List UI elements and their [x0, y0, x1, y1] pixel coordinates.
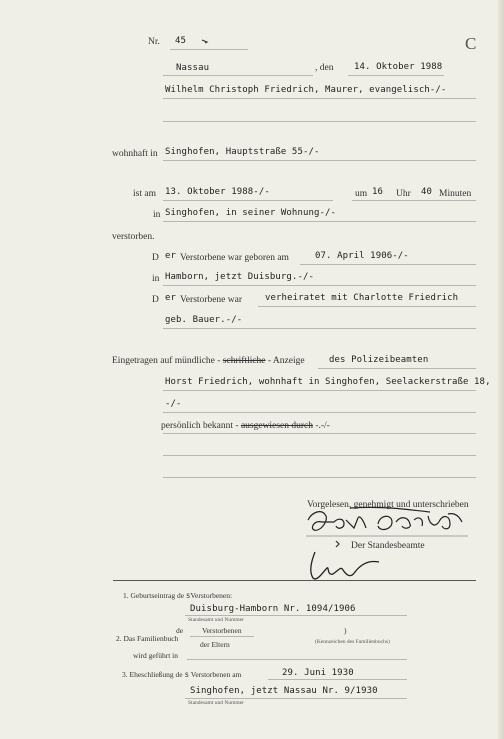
typed-mark-icon [201, 39, 209, 44]
approved-label: Vorgelesen, genehmigt und unterschrieben [307, 500, 469, 510]
residence-value: Singhofen, Hauptstraße 55-/- [165, 147, 320, 157]
death-date: 13. Oktober 1988-/- [165, 187, 270, 197]
deceased-name: Wilhelm Christoph Friedrich, Maurer, evangelisch-/- [165, 85, 447, 95]
footer-item-2-verstorbenen: Verstorbenen [202, 626, 242, 635]
informant-line-1: des Polizeibeamten [329, 355, 429, 365]
footer-item-1-value: Duisburg-Hamborn Nr. 1094/1906 [190, 604, 356, 614]
registrar-label: Der Standesbeamte [351, 541, 425, 551]
death-hour: 16 [372, 187, 384, 197]
minuten-label: Minuten [439, 189, 472, 199]
death-in-label: in [153, 210, 161, 220]
known-label: persönlich bekannt - ausgewiesen durch -.-/- [161, 421, 330, 431]
footer-item-2-caption: (Kennzeichen des Familienbuchs) [315, 639, 390, 645]
footer-item-2-label: 2. Das Familienbuch [116, 634, 179, 643]
date-field: 14. Oktober 1988 [354, 62, 443, 72]
page-edge [498, 0, 504, 739]
death-minute: 40 [421, 187, 433, 197]
birth-place: Hamborn, jetzt Duisburg.-/- [165, 272, 314, 282]
birth-er: er [165, 251, 177, 261]
registration-label: Eingetragen auf mündliche - schriftliche - Anzeige [112, 356, 305, 366]
place-field: Nassau [176, 63, 210, 73]
informant-line-2: Horst Friedrich, wohnhaft in Singhofen, Seelackerstraße 18, [165, 377, 491, 387]
um-label: um [355, 189, 368, 199]
marriage-value: verheiratet mit Charlotte Friedrich [265, 293, 459, 303]
footer-item-2-paren: ) [344, 626, 347, 635]
footer-item-2-de: de [176, 626, 184, 635]
marriage-d: D [152, 295, 159, 305]
informant-signature [300, 498, 480, 540]
birth-d: D [152, 253, 159, 263]
marriage-cont: geb. Bauer.-/- [165, 315, 243, 325]
marriage-er: er [165, 293, 177, 303]
birth-in-label: in [152, 274, 160, 284]
footer-item-3-date: 29. Juni 1930 [282, 668, 354, 678]
verstorben-label: verstorben. [112, 232, 155, 242]
marriage-label: Verstorbene war [180, 295, 242, 305]
footer-item-2-eltern: der Eltern [200, 640, 230, 649]
residence-label: wohnhaft in [112, 149, 158, 159]
footer-item-1-label: 1. Geburtseintrag de sVerstorbenen: [123, 591, 233, 600]
uhr-label: Uhr [396, 189, 411, 199]
birth-label: Verstorbene war geboren am [180, 253, 289, 263]
birth-date: 07. April 1906-/- [315, 251, 409, 261]
footer-item-1-caption: Standesamt und Nummer [188, 617, 244, 623]
footer-item-2-wird: wird geführt in [133, 651, 178, 660]
informant-line-3: -/- [165, 399, 182, 409]
registrar-signature [305, 548, 385, 582]
nr-label: Nr. [148, 37, 160, 47]
form-letter: C [465, 34, 477, 53]
stamp-mark-icon [334, 540, 342, 548]
death-place: Singhofen, in seiner Wohnung-/- [165, 208, 337, 218]
den-label: , den [315, 63, 334, 73]
ist-am-label: ist am [133, 189, 156, 199]
footer-item-3-label: 3. Eheschließung de s Verstorbenen am [122, 670, 242, 679]
nr-value: 45 [175, 36, 187, 46]
footer-item-3-value: Singhofen, jetzt Nassau Nr. 9/1930 [190, 686, 378, 696]
footer-item-3-caption: Standesamt und Nummer [188, 700, 244, 706]
